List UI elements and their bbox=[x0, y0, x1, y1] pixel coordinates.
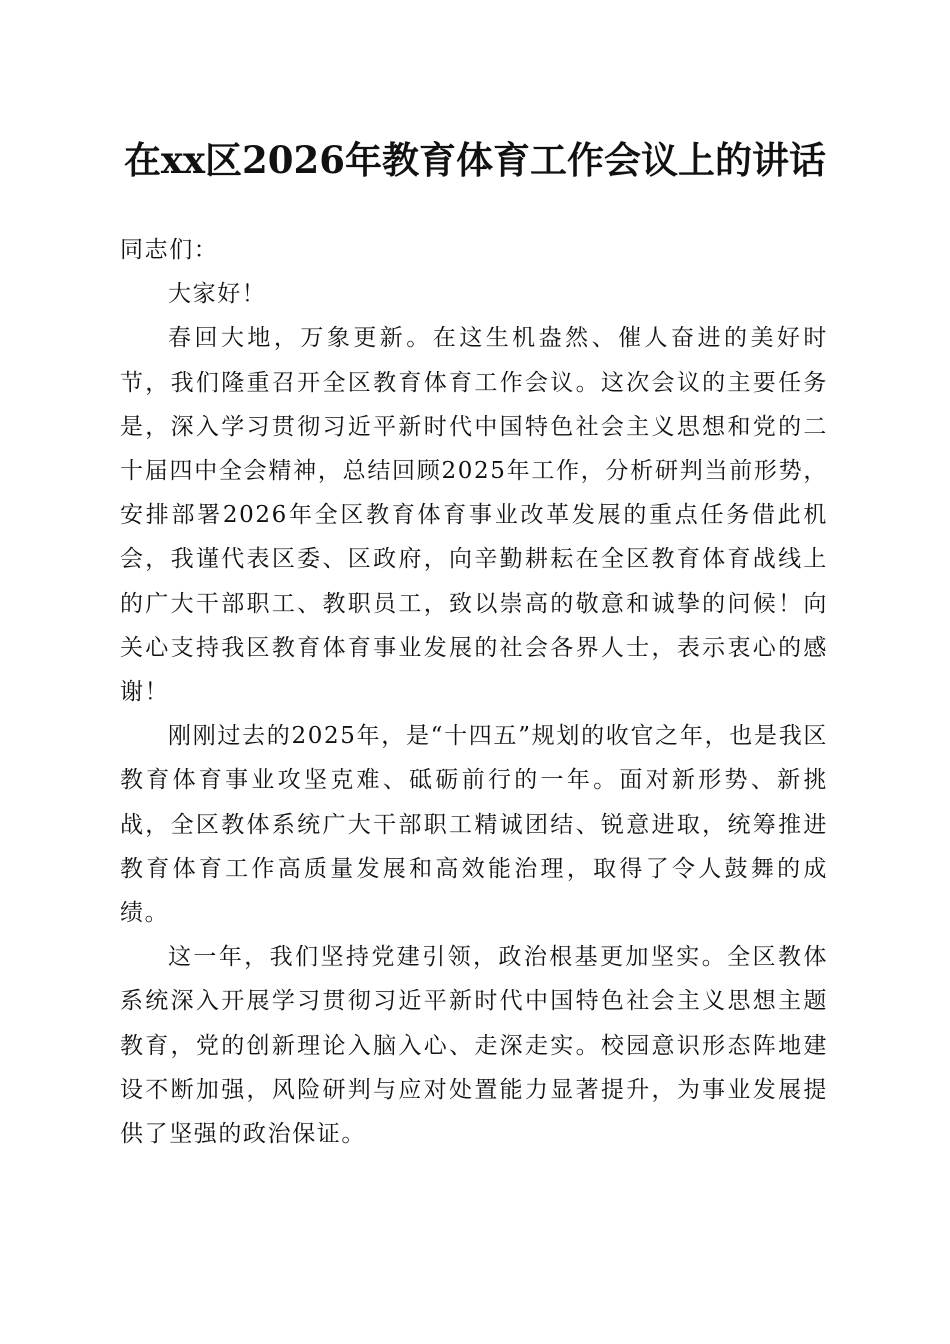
page-title: 在xx区2026年教育体育工作会议上的讲话 bbox=[123, 138, 827, 182]
document-body bbox=[120, 228, 828, 1156]
paragraph-opening: 春回大地，万象更新。在这生机盎然、催人奋进的美好时节，我们隆重召开全区教育体育工作会议。这次会议的主要任务是，深入学习贯彻习近平新时代中国特色社会主义思想和党的二十届四中全会精神，总结回顾2025年工作，分析研判当前形势，安排部署2026年全区教育体育事业改革发展的重点任务借此机会，我谨代表区委、区政府，向辛勤耕耘在全区教育体育战线上的广大干部职工、教职员工，致以崇高的敬意和诚挚的问候！向关心支持我区教育体育事业发展的社会各界人士，表示衷心的感谢！ bbox=[120, 325, 828, 706]
paragraph-review: 刚刚过去的2025年，是“十四五”规划的收官之年，也是我区教育体育事业攻坚克难、砥砺前行的一年。面对新形势、新挑战，全区教体系统广大干部职工精诚团结、锐意进取，统筹推进教育体育工作高质量发展和高效能治理，取得了令人鼓舞的成绩。 bbox=[120, 723, 828, 927]
salutation: 同志们： bbox=[120, 237, 219, 263]
paragraph-party-building: 这一年，我们坚持党建引领，政治根基更加坚实。全区教体系统深入开展学习贯彻习近平新时代中国特色社会主义思想主题教育，党的创新理论入脑入心、走深走实。校园意识形态阵地建设不断加强，风险研判与应对处置能力显著提升，为事业发展提供了坚强的政治保证。 bbox=[120, 944, 828, 1148]
paragraph-greeting: 大家好！ bbox=[168, 281, 267, 308]
